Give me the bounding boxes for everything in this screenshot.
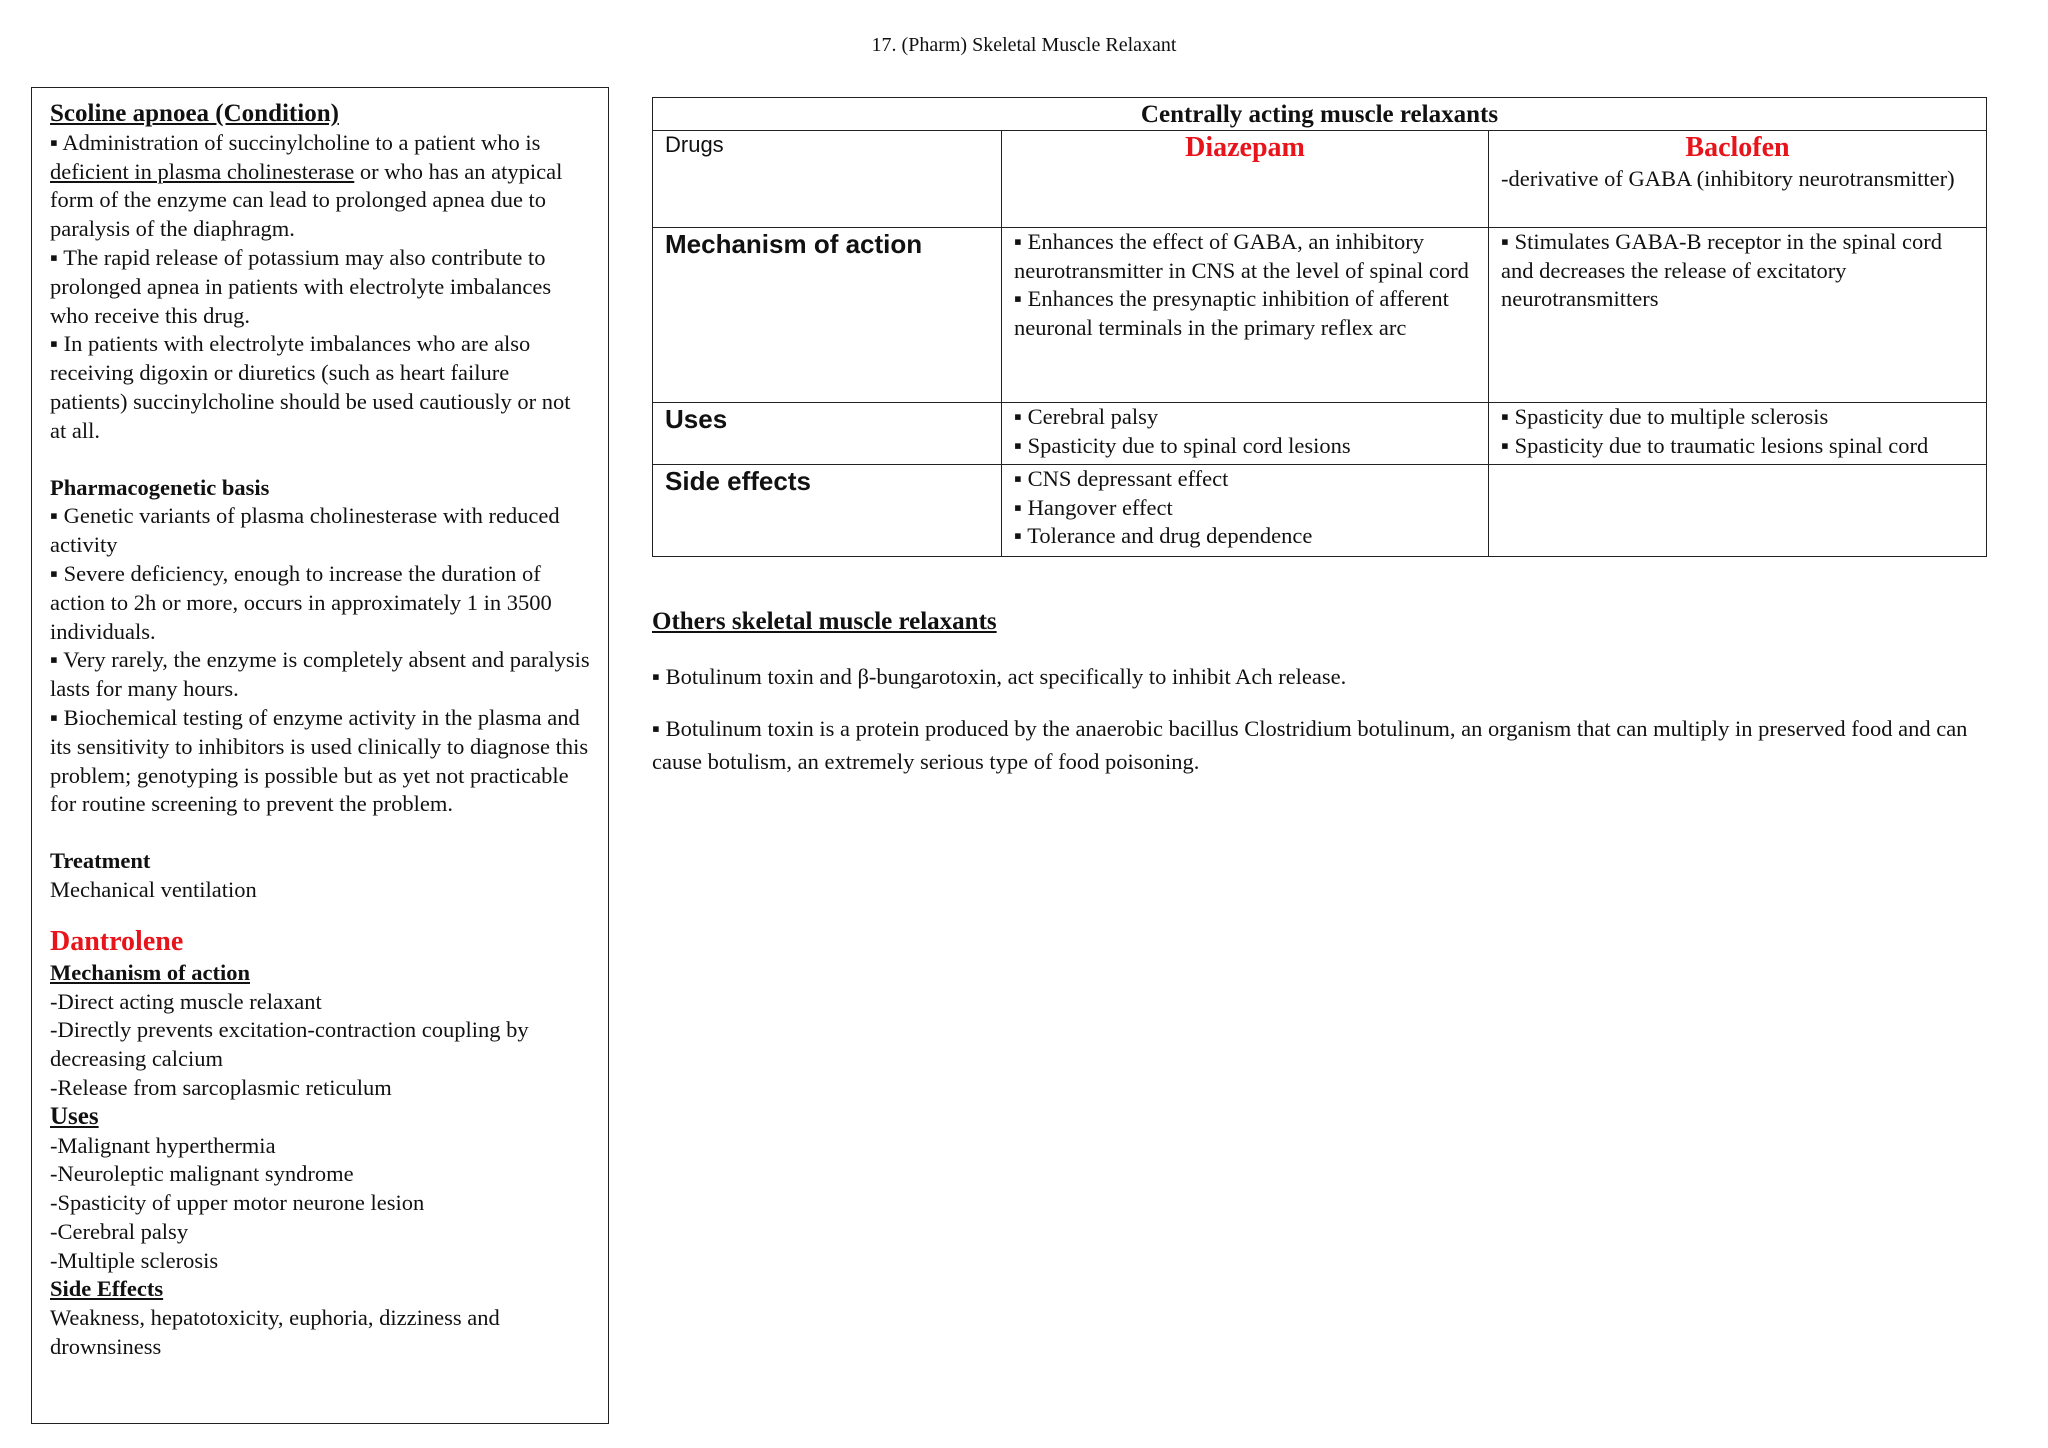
scoline-p1-start: ▪ Administration of succinylcholine to a patient who is [50, 129, 541, 155]
baclofen-moa-item: ▪ Stimulates GABA-B receptor in the spinal cord and decreases the release of excitatory neurotransmitters [1501, 229, 1943, 311]
baclofen-side-effects-cell [1489, 465, 1987, 557]
others-paragraph-1: ▪ Botulinum toxin and β-bungarotoxin, act specifically to inhibit Ach release. [652, 664, 1347, 689]
left-notes-box [31, 87, 609, 1424]
centrally-acting-table [652, 97, 1987, 557]
table-title: Centrally acting muscle relaxants [653, 98, 1987, 131]
diazepam-use-item: ▪ Cerebral palsy [1014, 404, 1159, 429]
baclofen-use-item: ▪ Spasticity due to multiple sclerosis [1501, 404, 1829, 429]
diazepam-side-effect-item: ▪ Tolerance and drug dependence [1014, 523, 1313, 548]
uses-row-label: Uses [653, 403, 1002, 465]
side-effects-row-label: Side effects [653, 465, 1002, 557]
diazepam-name: Diazepam [1185, 132, 1305, 163]
dantrolene-moa-line: -Direct acting muscle relaxant [50, 988, 322, 1014]
diazepam-uses-cell [1002, 403, 1489, 465]
pharmacogenetic-paragraph-4: ▪ Biochemical testing of enzyme activity in the plasma and its sensitivity to inhibitors is used clinically to diagnose this problem; genotyping is possible but as yet not practicable for routine screening to prevent the problem. [50, 704, 589, 817]
page-header: 17. (Pharm) Skeletal Muscle Relaxant [871, 34, 1177, 56]
scoline-title: Scoline apnoea (Condition) [50, 100, 339, 127]
dantrolene-use-line: -Cerebral palsy [50, 1218, 189, 1244]
dantrolene-title: Dantrolene [50, 925, 184, 957]
diazepam-moa-cell [1002, 228, 1489, 403]
pharmacogenetic-title: Pharmacogenetic basis [50, 474, 270, 500]
moa-row-label: Mechanism of action [653, 228, 1002, 403]
diazepam-header-cell [1002, 131, 1489, 228]
dantrolene-side-effects-text: Weakness, hepatotoxicity, euphoria, dizziness and drownsiness [50, 1305, 500, 1360]
scoline-paragraph-1 [50, 129, 590, 244]
baclofen-name: Baclofen [1685, 132, 1790, 163]
drugs-label: Drugs [653, 131, 1002, 228]
dantrolene-moa-title: Mechanism of action [50, 959, 250, 985]
others-paragraph-2: ▪ Botulinum toxin is a protein produced by the anaerobic bacillus Clostridium botulinum, an organism that can multiply in preserved food and can cause botulism, an extremely serious type of food poisoning. [652, 716, 1968, 774]
baclofen-header-cell [1489, 131, 1987, 228]
dantrolene-side-effects-title: Side Effects [50, 1276, 164, 1302]
dantrolene-moa-line: -Directly prevents excitation-contraction coupling by decreasing calcium [50, 1017, 529, 1072]
dantrolene-use-line: -Multiple sclerosis [50, 1247, 219, 1273]
diazepam-side-effect-item: ▪ CNS depressant effect [1014, 466, 1229, 491]
pharmacogenetic-paragraph-2: ▪ Severe deficiency, enough to increase the duration of action to 2h or more, occurs in approximately 1 in 3500 individuals. [50, 560, 552, 644]
diazepam-moa-item: ▪ Enhances the effect of GABA, an inhibitory neurotransmitter in CNS at the level of spinal cord [1014, 229, 1469, 283]
baclofen-description: -derivative of GABA (inhibitory neurotransmitter) [1501, 166, 1955, 191]
dantrolene-use-line: -Malignant hyperthermia [50, 1132, 276, 1158]
diazepam-use-item: ▪ Spasticity due to spinal cord lesions [1014, 432, 1351, 458]
dantrolene-moa-line: -Release from sarcoplasmic reticulum [50, 1074, 392, 1100]
scoline-p1-end: or who has an atypical form of the enzyme can lead to prolonged apnea due to paralysis of the diaphragm. [50, 158, 563, 242]
pharmacogenetic-paragraph-3: ▪ Very rarely, the enzyme is completely absent and paralysis lasts for many hours. [50, 647, 590, 702]
others-title: Others skeletal muscle relaxants [652, 608, 997, 635]
treatment-text: Mechanical ventilation [50, 876, 257, 902]
scoline-paragraph-2: ▪ The rapid release of potassium may also contribute to prolonged apnea in patients with electrolyte imbalances who receive this drug. [50, 244, 552, 328]
diazepam-side-effect-item: ▪ Hangover effect [1014, 494, 1173, 520]
baclofen-moa-cell [1489, 228, 1987, 403]
treatment-title: Treatment [50, 848, 151, 874]
dantrolene-use-line: -Spasticity of upper motor neurone lesion [50, 1190, 425, 1216]
pharmacogenetic-paragraph-1: ▪ Genetic variants of plasma cholinesterase with reduced activity [50, 503, 583, 558]
diazepam-moa-item: ▪ Enhances the presynaptic inhibition of afferent neuronal terminals in the primary reflex arc [1014, 286, 1449, 340]
baclofen-use-item: ▪ Spasticity due to traumatic lesions spinal cord [1501, 432, 1929, 458]
scoline-paragraph-3: ▪ In patients with electrolyte imbalances who are also receiving digoxin or diuretics (such as heart failure patients) succinylcholine should be used cautiously or not at all. [50, 331, 571, 443]
dantrolene-uses-title: Uses [50, 1102, 99, 1130]
diazepam-side-effects-cell [1002, 465, 1489, 557]
scoline-p1-underlined: deficient in plasma cholinesterase [50, 158, 355, 184]
dantrolene-use-line: -Neuroleptic malignant syndrome [50, 1161, 354, 1187]
baclofen-uses-cell [1489, 403, 1987, 465]
